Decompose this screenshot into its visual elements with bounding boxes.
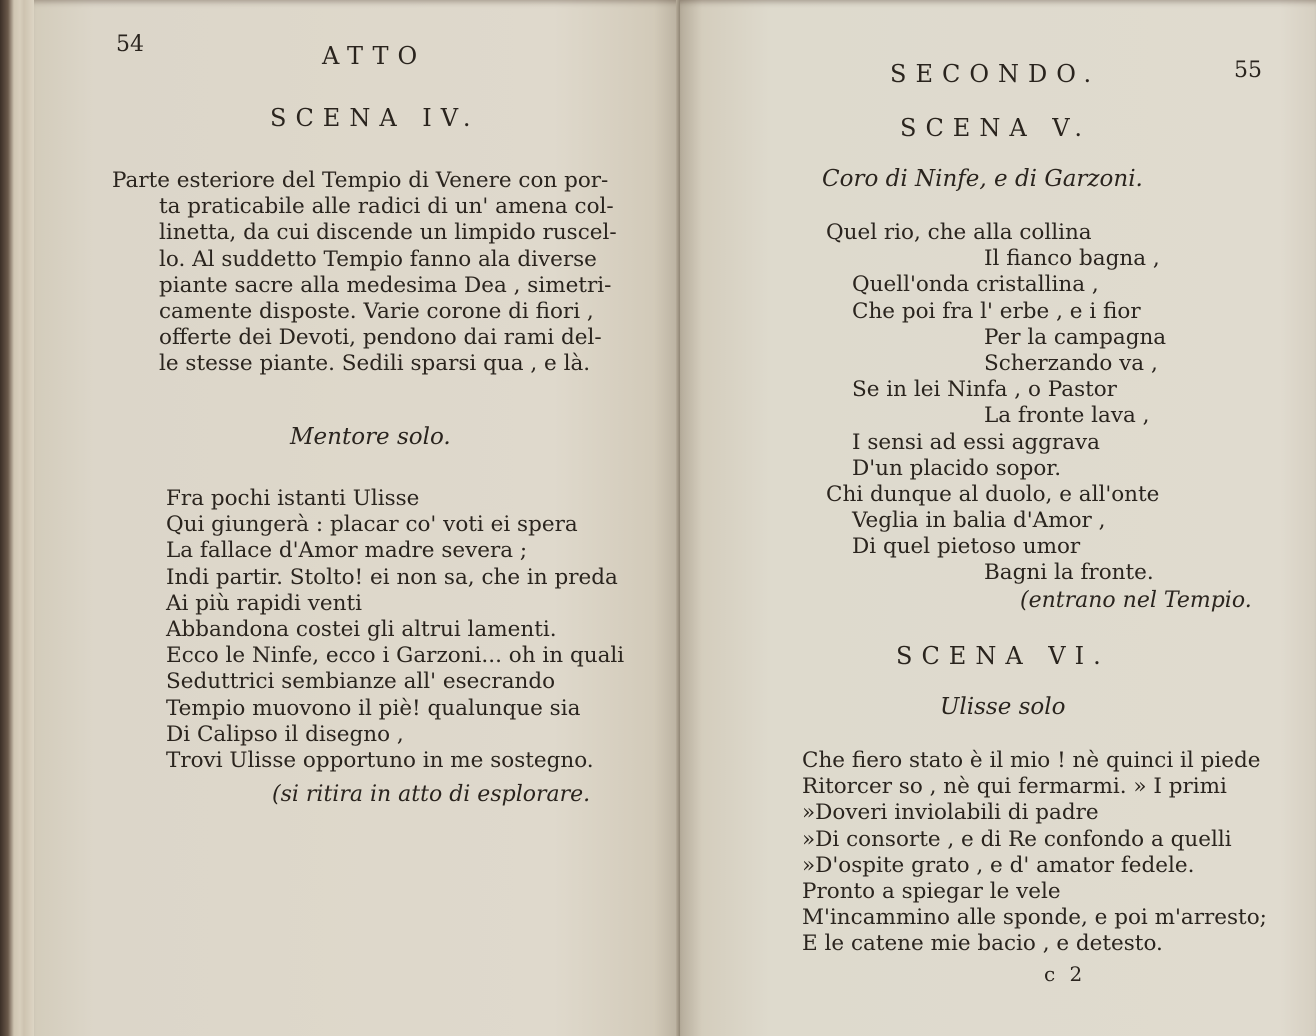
verse-ulisse xyxy=(802,748,1267,958)
setting-line: le stesse piante. Sedili sparsi qua , e là. xyxy=(159,351,591,377)
page-number-right: 55 xyxy=(1234,58,1262,83)
verse-coro xyxy=(826,220,1166,587)
verse-line: Abbandona costei gli altrui lamenti. xyxy=(166,616,557,642)
verse-line: La fallace d'Amor madre severa ; xyxy=(166,538,528,564)
verse-line: Indi partir. Stolto! ei non sa, che in preda xyxy=(166,564,618,590)
setting-line: ta praticabile alle radici di un' amena col- xyxy=(159,194,614,220)
verse-line: D'un placido sopor. xyxy=(852,455,1062,481)
character-heading-coro: Coro di Ninfe, e di Garzoni. xyxy=(822,166,1143,192)
left-page xyxy=(34,0,680,1036)
setting-line: camente disposte. Varie corone di fiori , xyxy=(159,298,594,324)
scene-heading-v: SCENA V. xyxy=(900,114,1092,142)
setting-line: offerte dei Devoti, pendono dai rami del- xyxy=(159,325,602,351)
verse-line: Fra pochi istanti Ulisse xyxy=(166,486,420,511)
verse-line: Quell'onda cristallina , xyxy=(852,272,1099,298)
scene-heading-iv: SCENA IV. xyxy=(270,104,480,132)
verse-line: Chi dunque al duolo, e all'onte xyxy=(826,481,1160,507)
verse-line: Quel rio, che alla collina xyxy=(826,220,1092,245)
verse-line: »Doveri inviolabili di padre xyxy=(802,800,1099,826)
verse-line: Seduttrici sembianze all' esecrando xyxy=(166,669,556,695)
verse-line: E le catene mie bacio , e detesto. xyxy=(802,931,1163,957)
verse-mentore xyxy=(166,486,624,774)
verse-line: Qui giungerà : placar co' voti ei spera xyxy=(166,512,578,538)
verse-line: Il fianco bagna , xyxy=(984,246,1160,272)
setting-line: lo. Al suddetto Tempio fanno ala diverse xyxy=(159,246,597,272)
setting-description xyxy=(112,168,617,378)
verse-line: Ritorcer so , nè qui fermarmi. » I primi xyxy=(802,774,1227,800)
verse-line: Ai più rapidi venti xyxy=(166,590,362,616)
setting-line: piante sacre alla medesima Dea , simetri- xyxy=(159,272,612,298)
verse-line: Per la campagna xyxy=(984,324,1167,350)
character-heading-mentore: Mentore solo. xyxy=(290,424,451,450)
scene-heading-vi: SCENA VI. xyxy=(896,642,1110,670)
verse-line: Che fiero stato è il mio ! nè quinci il piede xyxy=(802,748,1261,773)
verse-line: »Di consorte , e di Re confondo a quelli xyxy=(802,826,1232,852)
verse-line: Tempio muovono il piè! qualunque sia xyxy=(166,695,581,721)
verse-line: »D'ospite grato , e d' amator fedele. xyxy=(802,852,1195,878)
verse-line: Di Calipso il disegno , xyxy=(166,721,404,747)
stage-direction-left: (si ritira in atto di esplorare. xyxy=(272,782,591,807)
stage-direction-right: (entrano nel Tempio. xyxy=(1020,588,1252,613)
signature-mark: c 2 xyxy=(1044,962,1087,986)
character-heading-ulisse: Ulisse solo xyxy=(940,694,1066,720)
verse-line: I sensi ad essi aggrava xyxy=(852,429,1100,455)
verse-line: La fronte lava , xyxy=(984,403,1150,429)
verse-line: Scherzando va , xyxy=(984,350,1158,376)
running-head-right: SECONDO. xyxy=(890,60,1101,88)
right-page xyxy=(680,0,1316,1036)
verse-line: Veglia in balia d'Amor , xyxy=(852,508,1106,534)
verse-line: Di quel pietoso umor xyxy=(852,534,1081,560)
verse-line: Pronto a spiegar le vele xyxy=(802,878,1061,904)
setting-line: linetta, da cui discende un limpido ruscel- xyxy=(159,220,617,246)
verse-line: Bagni la fronte. xyxy=(984,560,1154,586)
verse-line: Ecco le Ninfe, ecco i Garzoni... oh in quali xyxy=(166,643,625,669)
verse-line: Trovi Ulisse opportuno in me sostegno. xyxy=(166,747,594,773)
verse-line: Se in lei Ninfa , o Pastor xyxy=(852,377,1117,403)
page-number-left: 54 xyxy=(116,32,144,57)
setting-line: Parte esteriore del Tempio di Venere con por- xyxy=(112,168,609,193)
verse-line: M'incammino alle sponde, e poi m'arresto; xyxy=(802,905,1267,931)
running-head-left: ATTO xyxy=(322,42,427,70)
verse-line: Che poi fra l' erbe , e i fior xyxy=(852,298,1141,324)
